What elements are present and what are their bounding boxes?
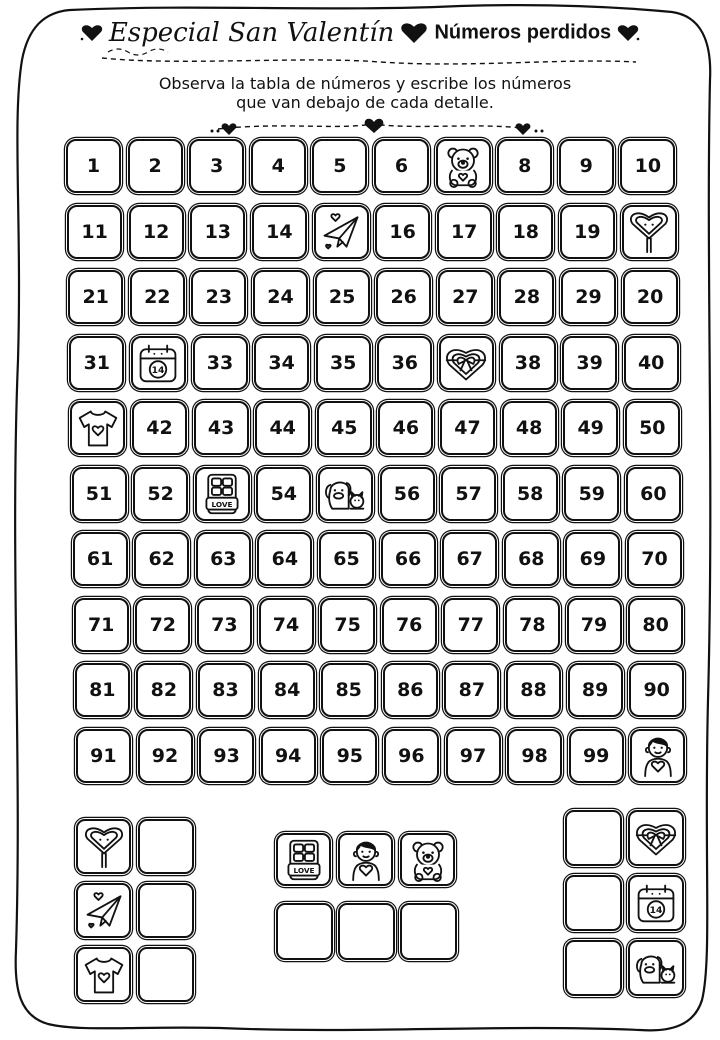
number-cell: 72 xyxy=(135,598,190,652)
number-cell: 18 xyxy=(498,205,553,259)
svg-text:LOVE: LOVE xyxy=(292,865,315,875)
number-cell: 9 xyxy=(559,139,614,193)
number-cell: 88 xyxy=(506,663,561,717)
number-cell: 80 xyxy=(628,598,683,652)
picture-box xyxy=(400,833,455,886)
picture-box xyxy=(276,833,331,886)
number-cell: 97 xyxy=(446,729,501,783)
number-cell: 3 xyxy=(189,139,244,193)
title-script: Especial San Valentín xyxy=(108,18,395,48)
picture-box xyxy=(338,833,393,886)
number-cell: 73 xyxy=(197,598,252,652)
number-cell: 89 xyxy=(568,663,623,717)
number-cell: 64 xyxy=(257,532,312,586)
picture-box xyxy=(76,947,131,1002)
calendar-icon xyxy=(634,881,678,925)
number-cell: 90 xyxy=(629,663,684,717)
number-cell: 42 xyxy=(132,401,187,455)
calendar-icon xyxy=(136,341,180,385)
svg-text:LOVE: LOVE xyxy=(211,499,233,509)
number-cell: 46 xyxy=(378,401,433,455)
t-shirt-icon xyxy=(76,406,120,450)
t-shirt-icon xyxy=(82,953,126,997)
chocolate-icon xyxy=(282,838,326,882)
number-cell: 68 xyxy=(504,532,559,586)
number-cell: 5 xyxy=(312,139,367,193)
number-cell: 81 xyxy=(75,663,130,717)
answer-box[interactable] xyxy=(565,940,622,996)
teddy-bear-icon xyxy=(441,144,485,188)
number-cell: 24 xyxy=(253,270,308,324)
number-cell: 52 xyxy=(133,467,188,521)
instructions-line-1: Observa la tabla de números y escribe los números xyxy=(158,74,572,93)
number-cell: 43 xyxy=(194,401,249,455)
number-cell: 50 xyxy=(625,401,680,455)
picture-box xyxy=(628,875,684,931)
svg-text:14: 14 xyxy=(649,905,663,917)
answer-box[interactable] xyxy=(138,819,194,874)
chocolate-icon xyxy=(200,472,244,516)
number-cell: 61 xyxy=(73,532,128,586)
number-cell: 78 xyxy=(505,598,560,652)
number-cell: 19 xyxy=(560,205,615,259)
heart-icon xyxy=(80,23,104,43)
number-cell: 20 xyxy=(623,270,678,324)
dogs-icon xyxy=(323,472,367,516)
number-cell: 48 xyxy=(502,401,557,455)
number-cell: 39 xyxy=(562,336,617,390)
number-cell: 98 xyxy=(507,729,562,783)
number-cell: 31 xyxy=(69,336,124,390)
title-bold: Números perdidos xyxy=(434,21,612,44)
number-cell: 26 xyxy=(376,270,431,324)
number-cell: 69 xyxy=(565,532,620,586)
number-cell: 76 xyxy=(382,598,437,652)
boy-icon xyxy=(636,734,680,778)
gift-heart-icon xyxy=(634,816,678,860)
answer-box[interactable] xyxy=(565,875,622,931)
number-cell: 33 xyxy=(193,336,248,390)
number-cell: 38 xyxy=(501,336,556,390)
number-cell: 16 xyxy=(375,205,430,259)
picture-cell xyxy=(622,205,677,259)
number-cell: 62 xyxy=(134,532,189,586)
number-cell: 60 xyxy=(626,467,681,521)
number-cell: 65 xyxy=(319,532,374,586)
worksheet-title xyxy=(0,18,720,66)
number-cell: 21 xyxy=(68,270,123,324)
number-cell: 63 xyxy=(196,532,251,586)
picture-cell xyxy=(195,467,250,521)
lollipop-icon xyxy=(82,825,126,869)
heart-icon xyxy=(211,119,544,135)
number-cell: 82 xyxy=(136,663,191,717)
number-cell: 10 xyxy=(620,139,675,193)
number-cell: 1 xyxy=(66,139,121,193)
number-cell: 36 xyxy=(377,336,432,390)
picture-cell xyxy=(314,205,369,259)
number-cell: 4 xyxy=(251,139,306,193)
lollipop-icon xyxy=(627,210,671,254)
number-cell: 87 xyxy=(444,663,499,717)
answer-box[interactable] xyxy=(338,903,395,960)
number-cell: 96 xyxy=(384,729,439,783)
teddy-bear-icon xyxy=(406,838,450,882)
number-cell: 92 xyxy=(138,729,193,783)
paper-plane-icon xyxy=(319,210,363,254)
answer-box[interactable] xyxy=(276,903,333,960)
gift-heart-icon xyxy=(444,341,488,385)
dogs-icon xyxy=(634,946,678,990)
number-cell: 27 xyxy=(438,270,493,324)
number-cell: 95 xyxy=(322,729,377,783)
picture-box xyxy=(628,810,684,866)
number-cell: 54 xyxy=(256,467,311,521)
number-cell: 12 xyxy=(129,205,184,259)
number-cell: 66 xyxy=(381,532,436,586)
number-cell: 28 xyxy=(499,270,554,324)
number-cell: 93 xyxy=(199,729,254,783)
number-cell: 11 xyxy=(67,205,122,259)
heart-icon xyxy=(399,20,429,46)
number-cell: 45 xyxy=(317,401,372,455)
number-cell: 29 xyxy=(561,270,616,324)
number-cell: 14 xyxy=(252,205,307,259)
number-cell: 6 xyxy=(374,139,429,193)
picture-cell xyxy=(318,467,373,521)
answer-box[interactable] xyxy=(400,903,457,960)
number-cell: 70 xyxy=(627,532,682,586)
number-cell: 83 xyxy=(198,663,253,717)
number-cell: 8 xyxy=(497,139,552,193)
answer-box[interactable] xyxy=(138,883,194,938)
boy-icon xyxy=(344,838,388,882)
number-cell: 13 xyxy=(190,205,245,259)
answer-box[interactable] xyxy=(565,810,622,866)
picture-cell xyxy=(436,139,491,193)
picture-cell xyxy=(131,336,186,390)
number-cell: 74 xyxy=(259,598,314,652)
number-cell: 94 xyxy=(261,729,316,783)
number-cell: 49 xyxy=(563,401,618,455)
number-cell: 75 xyxy=(320,598,375,652)
number-cell: 57 xyxy=(441,467,496,521)
picture-box xyxy=(76,883,131,938)
picture-cell xyxy=(630,729,685,783)
picture-box xyxy=(76,819,131,874)
number-cell: 22 xyxy=(130,270,185,324)
number-cell: 99 xyxy=(569,729,624,783)
number-cell: 79 xyxy=(567,598,622,652)
instructions-line-2: que van debajo de cada detalle. xyxy=(236,93,494,112)
number-cell: 35 xyxy=(316,336,371,390)
instructions xyxy=(120,74,610,112)
picture-box xyxy=(628,940,684,996)
number-cell: 58 xyxy=(503,467,558,521)
number-cell: 71 xyxy=(74,598,129,652)
answer-box[interactable] xyxy=(138,947,194,1002)
number-cell: 23 xyxy=(191,270,246,324)
picture-cell xyxy=(439,336,494,390)
paper-plane-icon xyxy=(82,889,126,933)
number-cell: 44 xyxy=(255,401,310,455)
number-cell: 86 xyxy=(383,663,438,717)
number-cell: 2 xyxy=(128,139,183,193)
number-cell: 77 xyxy=(443,598,498,652)
picture-cell xyxy=(70,401,125,455)
number-cell: 84 xyxy=(260,663,315,717)
number-cell: 85 xyxy=(321,663,376,717)
svg-text:14: 14 xyxy=(152,364,165,376)
number-cell: 56 xyxy=(380,467,435,521)
number-cell: 17 xyxy=(437,205,492,259)
heart-icon xyxy=(616,23,640,43)
number-cell: 25 xyxy=(315,270,370,324)
number-cell: 59 xyxy=(564,467,619,521)
number-cell: 51 xyxy=(72,467,127,521)
number-cell: 34 xyxy=(254,336,309,390)
number-cell: 67 xyxy=(442,532,497,586)
number-cell: 91 xyxy=(76,729,131,783)
number-cell: 47 xyxy=(440,401,495,455)
number-cell: 40 xyxy=(624,336,679,390)
